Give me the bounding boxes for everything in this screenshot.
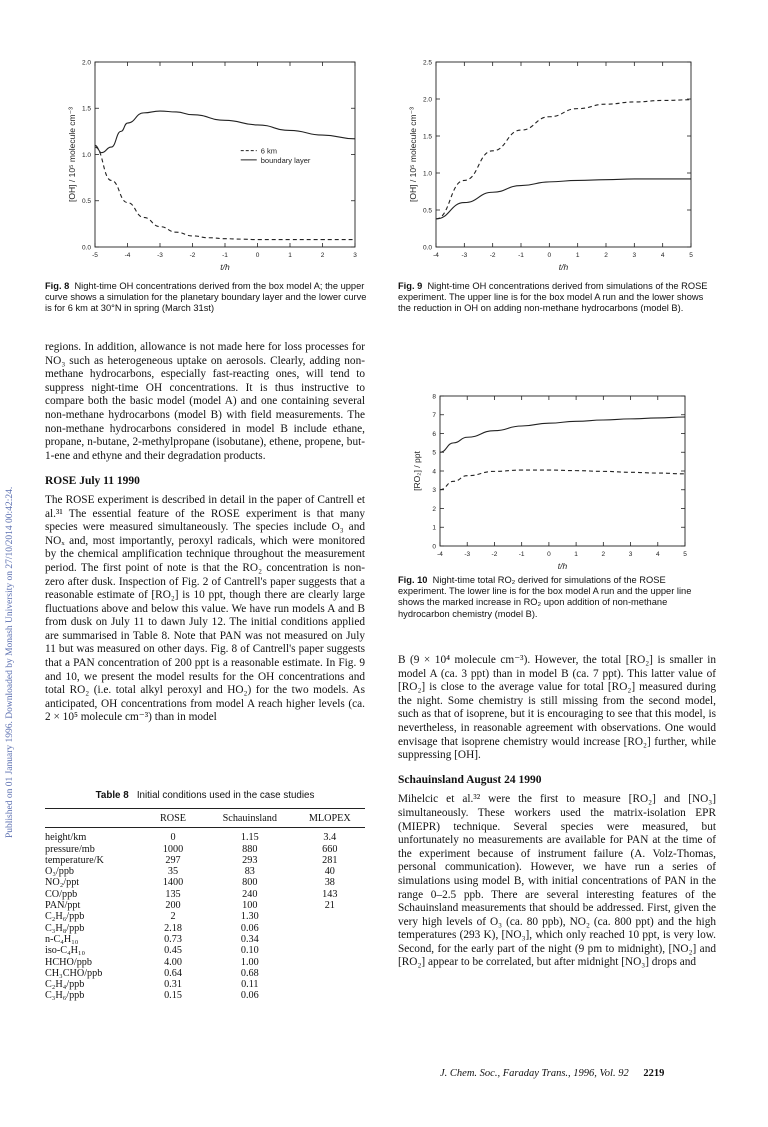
table-row: [45, 923, 365, 934]
table-cell: 2.18: [164, 922, 182, 934]
legend-label-6km: 6 km: [260, 146, 278, 156]
table-cell: [295, 979, 365, 990]
y-tick-label: 1.0: [422, 170, 432, 178]
table-cell: height/km: [45, 832, 87, 844]
series-line: [436, 100, 691, 219]
x-tick-label: 5: [683, 551, 687, 558]
x-tick-label: -2: [491, 551, 498, 558]
table-cell: NO₂/ppt: [45, 877, 80, 889]
table-cell: 135: [165, 888, 181, 900]
fig8-caption-text: Night-time OH concentrations derived from the box model A; the upper curve shows a simulation for the planetary boundary layer and the lower curve is for 6 km at 30°N in spring (March 31st): [45, 281, 367, 314]
fig9-caption-text: Night-time OH concentrations derived from simulations of the ROSE experiment. The upper line is for the box model A run and the lower shows the reduction in OH on adding non-methane hydrocarbons (model B).: [398, 281, 708, 314]
x-tick-label: -2: [189, 252, 196, 259]
table-cell: 0.34: [240, 933, 259, 945]
table-cell: n-C₄H₁₀: [45, 933, 79, 945]
y-tick-label: 0.5: [81, 198, 91, 206]
table-cell: temperature/K: [45, 854, 104, 866]
table-cell: 3.4: [323, 832, 337, 844]
x-tick-label: 1: [574, 551, 578, 558]
table-cell: 880: [242, 843, 258, 855]
table8-title-label: Table 8: [95, 790, 129, 801]
table-cell: 40: [324, 866, 335, 878]
y-axis-label: [OH] / 10⁵ molecule cm⁻³: [67, 107, 77, 202]
right-paragraph-2: Mihelcic et al.³² were the first to measure [RO₂] and [NO₃] simultaneously. These workers used the matrix-isolation EPR (MIEPR) technique. Several species were measured, but unfortunately no measurements are available for PAN at the time of the experiment because of instrument failure (A. Volz-Thomas, personal communication). However, we have run a series of simulations using model B, with initial concentrations of PAN in the range 0–2.5 ppb. There are several interesting features of the Schauinsland measurements that should be addressed. First, given the very high levels of O₃ (ca. 80 ppb), NO₂ (ca. 800 ppt) and the high temperatures (293 K), [NO₃], which only reached 10 ppt, is very low. Second, for the early part of the night (9 pm to midnight), [NO₂] and [RO₂] appear to be correlated, but after midnight [NO₃] drops and: [398, 793, 716, 969]
table-row: [45, 968, 365, 979]
left-paragraph-2: The ROSE experiment is described in detail in the paper of Cantrell et al.³¹ The essential feature of the ROSE experiment is that many species were measured simultaneously. The species include O₃ and NOₓ and, most importantly, peroxyl radicals, which were monitored by the chemical amplification technique throughout the measurement period. The first point of note is that the RO₂ concentration is non-zero after dusk. Inspection of Fig. 2 of Cantrell's paper suggests that a reasonable estimate of [RO₂] is 10 ppt, though there are clearly large fluctuations above and below this value. We have run models A and B from dusk on July 11 to dawn July 12. The initial conditions applied are summarised in Table 8. Note that PAN was not measured on July 11 but was measured on other days. Fig. 8 of Cantrell's paper suggests that a PAN concentration of 200 ppt is a reasonable estimate. In Fig. 9 and 10, we present the model results for the OH concentrations and total RO₂ (i.e. total alkyl peroxyl and HO₂) for the two models. As anticipated, OH concentrations from model A reach higher levels (ca. 2 × 10⁵ molecule cm⁻³) than in model: [45, 493, 365, 724]
x-tick-label: 2: [604, 252, 608, 259]
table-cell: 2: [170, 911, 176, 923]
fig9-caption: [398, 281, 716, 315]
table8-grid: [45, 813, 365, 824]
x-tick-label: -1: [222, 252, 228, 259]
table-cell: 1.00: [240, 956, 259, 968]
x-tick-label: 1: [288, 252, 292, 259]
x-tick-label: -4: [437, 551, 443, 558]
table-cell: 240: [242, 888, 258, 900]
table-header-cell: MLOPEX: [308, 813, 351, 824]
table-cell: 0.10: [240, 945, 259, 957]
y-axis-label: [RO₂] / ppt: [412, 451, 422, 491]
table-cell: 1.15: [240, 832, 259, 844]
table-cell: O₃/ppb: [45, 866, 75, 878]
journal-citation: J. Chem. Soc., Faraday Trans., 1996, Vol. 92: [440, 1068, 629, 1079]
table-cell: [295, 945, 365, 956]
left-column: [45, 341, 365, 725]
table-header-cell: [45, 813, 141, 824]
right-paragraph-1: B (9 × 10⁴ molecule cm⁻³). However, the total [RO₂] is smaller in model A (ca. 3 ppt) than in model B (ca. 7 ppt). This latter value of [RO₂] is close to the average value for total [RO₂] measured during the night. Some chemistry is still missing from the second model, such as that of isoprene, but it is encouraging to see that this model, is nevertheless, in reasonable agreement with observations. One would envisage that isoprene chemistry would increase [RO₂] further, while suppressing [OH].: [398, 654, 716, 762]
table-header-row: [45, 813, 365, 824]
table-cell: 4.00: [164, 956, 182, 968]
x-tick-label: -3: [157, 252, 163, 259]
table-row: [45, 934, 365, 945]
y-tick-label: 0: [432, 543, 436, 551]
x-tick-label: 4: [660, 252, 665, 259]
plot-frame: [95, 62, 355, 247]
legend-label-boundary-layer: boundary layer: [260, 155, 311, 165]
series-line: [436, 179, 691, 219]
table-cell: C₃H₈/ppb: [45, 922, 85, 934]
table-row: [45, 889, 365, 900]
table-cell: 0.45: [164, 945, 182, 957]
table-cell: [295, 957, 365, 968]
series-line: [95, 111, 355, 153]
fig9-caption-label: Fig. 9: [398, 281, 423, 291]
table-cell: HCHO/ppb: [45, 956, 92, 968]
x-tick-label: -2: [489, 252, 496, 259]
x-tick-label: -3: [464, 551, 471, 558]
table-cell: 0.31: [164, 979, 182, 991]
fig10-caption: [398, 575, 716, 620]
table-row: [45, 979, 365, 990]
y-tick-label: 1: [432, 524, 436, 532]
table-cell: 0.06: [240, 990, 259, 1002]
y-tick-label: 2.0: [81, 59, 91, 67]
y-tick-label: 4: [432, 468, 436, 476]
table-cell: pressure/mb: [45, 843, 95, 855]
table-cell: 0.64: [164, 967, 182, 979]
y-tick-label: 2: [432, 505, 436, 513]
x-axis-label: t/h: [558, 262, 569, 272]
table-cell: CO/ppb: [45, 888, 78, 900]
table-cell: 0.06: [240, 922, 259, 934]
table-cell: C₂H₄/ppb: [45, 979, 85, 991]
left-paragraph-1: regions. In addition, allowance is not made here for loss processes for NO₃ such as heterogeneous uptake on aerosols. Clearly, adding non-methane hydrocarbons, especially fast-reacting ones, will tend to suppress night-time OH concentrations. It is thus instructive to compare both the basic model (model A) and one containing several non-methane hydrocarbons (model B) with field measurements. The non-methane hydrocarbons considered in model B include ethane, propane, n-butane, 2-methylpropane (isobutane), ethene, propene, but-1-ene and ethyne and their degradation products.: [45, 341, 365, 462]
x-tick-label: 0: [547, 551, 551, 558]
page-footer: [440, 1068, 710, 1079]
table-cell: C₂H₆/ppb: [45, 911, 85, 923]
y-tick-label: 5: [432, 449, 436, 457]
table-cell: 1.30: [240, 911, 259, 923]
page-number: 2219: [643, 1068, 665, 1079]
table-cell: 35: [167, 866, 179, 878]
section-heading-schauinsland: Schauinsland August 24 1990: [398, 773, 542, 786]
table-cell: [295, 968, 365, 979]
table-cell: [295, 990, 365, 1001]
table-cell: PAN/ppt: [45, 900, 81, 912]
table-cell: 800: [242, 877, 258, 889]
y-tick-label: 1.5: [81, 105, 91, 113]
table-header-cell: Schauinsland: [222, 813, 277, 824]
table-cell: 143: [322, 888, 338, 900]
right-column: [398, 654, 716, 970]
x-tick-label: -4: [124, 252, 131, 259]
x-tick-label: 0: [547, 252, 552, 259]
y-tick-label: 2.5: [422, 59, 432, 67]
x-tick-label: -5: [92, 252, 98, 259]
y-tick-label: 7: [432, 412, 436, 420]
table-cell: 297: [165, 854, 181, 866]
x-tick-label: 3: [632, 252, 637, 259]
y-tick-label: 1.5: [422, 133, 432, 141]
x-axis-label: t/h: [557, 561, 568, 571]
table-cell: 1400: [162, 877, 184, 889]
table-cell: [295, 911, 365, 922]
table-row: [45, 855, 365, 866]
fig8-chart: [30, 52, 370, 277]
fig10-caption-text: Night-time total RO₂ derived for simulations of the ROSE experiment. The lower line is for the box model A run and the upper line shows the marked increase in RO₂ upon addition of non-methane hydrocarbon chemistry (model B).: [398, 575, 692, 619]
table-cell: iso-C₄H₁₀: [45, 945, 86, 957]
y-axis-label: [OH] / 10⁵ molecule cm⁻³: [408, 107, 418, 202]
section-heading-rose: ROSE July 11 1990: [45, 475, 140, 488]
table-cell: 21: [324, 900, 335, 912]
x-tick-label: -1: [518, 252, 524, 259]
table-cell: 83: [244, 866, 255, 878]
x-tick-label: 3: [353, 252, 357, 259]
download-watermark-text: Published on 01 January 1996. Downloaded by Monash University on 27/10/2014 00:42:24.: [5, 486, 15, 838]
x-tick-label: -4: [433, 252, 439, 259]
y-tick-label: 0.5: [422, 207, 432, 215]
x-tick-label: 0: [255, 252, 260, 259]
series-line: [440, 417, 685, 452]
x-tick-label: 5: [689, 252, 693, 259]
y-tick-label: 0.0: [81, 244, 91, 252]
fig8-caption-label: Fig. 8: [45, 281, 70, 291]
table-row: [45, 957, 365, 968]
table-cell: 200: [165, 900, 181, 912]
y-tick-label: 0.0: [422, 244, 432, 252]
table8: [45, 808, 365, 1002]
fig10-chart: [410, 388, 710, 573]
table-row: [45, 844, 365, 855]
x-tick-label: -1: [518, 551, 525, 558]
fig10-caption-label: Fig. 10: [398, 575, 428, 585]
table8-title-text: Initial conditions used in the case studies: [136, 790, 315, 801]
x-tick-label: -3: [461, 252, 468, 259]
table-row: [45, 990, 365, 1001]
table-cell: 38: [324, 877, 335, 889]
table-cell: 281: [322, 854, 338, 866]
table-cell: 1000: [162, 843, 184, 855]
table-cell: 0.15: [164, 990, 182, 1002]
x-tick-label: 2: [601, 551, 606, 558]
x-tick-label: 3: [628, 551, 633, 558]
y-tick-label: 1.0: [81, 151, 91, 159]
table8-title: [45, 790, 365, 801]
table-row: [45, 832, 365, 843]
table-row: [45, 877, 365, 888]
table-row: [45, 945, 365, 956]
table-row: [45, 911, 365, 922]
table-cell: 100: [242, 900, 258, 912]
x-tick-label: 1: [575, 252, 580, 259]
table-row: [45, 866, 365, 877]
table-cell: 660: [322, 843, 338, 855]
series-line: [440, 470, 685, 490]
fig9-chart: [398, 52, 708, 277]
table-cell: [295, 934, 365, 945]
download-watermark: [2, 238, 18, 838]
table-cell: [295, 923, 365, 934]
fig8-caption: [45, 281, 367, 315]
table-cell: 0.68: [240, 967, 259, 979]
x-axis-label: t/h: [220, 262, 230, 272]
table-cell: 0.11: [241, 979, 259, 991]
y-tick-label: 3: [432, 487, 436, 495]
y-tick-label: 8: [432, 393, 436, 401]
y-tick-label: 2.0: [422, 96, 432, 104]
table-cell: 0: [170, 832, 176, 844]
table-cell: 293: [242, 854, 258, 866]
table-row: [45, 900, 365, 911]
table-cell: 0.73: [164, 933, 182, 945]
table-header-cell: ROSE: [159, 813, 187, 824]
x-tick-label: 2: [320, 252, 325, 259]
plot-frame: [436, 62, 691, 247]
table-cell: CH₃CHO/ppb: [45, 967, 103, 979]
table8-body: [45, 832, 365, 1001]
series-line: [95, 147, 355, 240]
table-cell: C₃H₆/ppb: [45, 990, 85, 1002]
x-tick-label: 4: [655, 551, 660, 558]
y-tick-label: 6: [432, 430, 436, 438]
